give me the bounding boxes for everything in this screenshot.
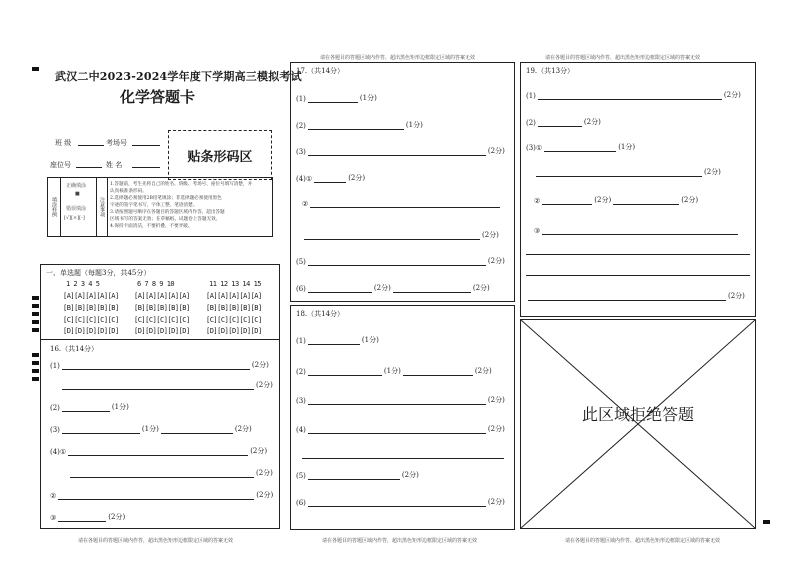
- mc-row-b[interactable]: [B][B][B][B][B]: [134, 304, 190, 312]
- q19-p3c-score2: (2分): [681, 196, 699, 204]
- alignment-marker: [763, 520, 770, 524]
- q16-p4b-answer[interactable]: [70, 471, 254, 478]
- alignment-marker: [32, 296, 39, 300]
- q18-p5-answer[interactable]: [308, 473, 400, 480]
- q19-p3c-score1: (2分): [594, 196, 612, 204]
- q16-title: 16.（共14分）: [50, 345, 99, 353]
- notice-item: 1.答题前，考生先将自己的姓名、班级、考场号、座位号填写清楚，并: [110, 182, 253, 187]
- q17-part4: [296, 173, 365, 183]
- q19-line[interactable]: [526, 254, 750, 255]
- q18-extra-line[interactable]: [302, 458, 504, 459]
- q17-part2: [296, 120, 423, 130]
- q19-part3d: [534, 227, 740, 235]
- q18-part3: [296, 395, 505, 405]
- q16-p5-label: ③: [50, 514, 57, 522]
- q19-p3-label: (3)①: [526, 144, 543, 152]
- mc-numbers-2: 6 7 8 9 10: [137, 280, 175, 288]
- alignment-marker: [32, 304, 39, 308]
- notice-item: 3.请按照题号顺序在各题目的答题区域内作答，超出答题: [110, 210, 225, 215]
- exam-room-field[interactable]: [132, 144, 160, 146]
- mc-row-d[interactable]: [D][D][D][D][D]: [206, 327, 262, 335]
- mc-row-c[interactable]: [C][C][C][C][C]: [134, 316, 190, 324]
- notice-item: 区域书写的答案无效；在草稿纸、试题卷上答题无效。: [110, 217, 221, 222]
- q19-p3c-label: ②: [534, 197, 541, 205]
- q19-p3c-answer2[interactable]: [613, 198, 679, 205]
- q19-end-score: (2分): [728, 292, 745, 300]
- notice-item: 认真核准条形码。: [110, 189, 147, 194]
- q16-p4b-score: (2分): [256, 469, 273, 477]
- q17-p6-score1: (2分): [373, 284, 391, 292]
- q19-p2-label: (2): [526, 119, 536, 127]
- q18-p2-answer1[interactable]: [308, 369, 382, 376]
- q19-p3b-score: (2分): [704, 168, 721, 176]
- refusal-area: [520, 319, 756, 529]
- q18-p5-score: (2分): [401, 471, 419, 479]
- q17-p6-answer2[interactable]: [393, 286, 471, 293]
- notice-item: 2.选择题必须使用2B铅笔填涂；非选择题必须使用黑色: [110, 196, 222, 201]
- q16-part1: [50, 360, 269, 370]
- q19-p2-score: (2分): [583, 118, 601, 126]
- top-note-right: 请在各题目的答题区域内作答，超出黑色矩形边框限定区域的答案无效: [545, 55, 701, 61]
- q17-part5: [296, 256, 505, 266]
- q17-p4-label: (4)①: [296, 175, 313, 183]
- alignment-marker: [32, 369, 39, 373]
- q18-part5: [296, 470, 419, 480]
- sample-label: 填涂样例: [48, 178, 61, 236]
- correct-fill-label: 正确填涂: [66, 183, 87, 189]
- q18-part6: [296, 497, 505, 507]
- q19-p3d-label: ③: [534, 227, 541, 235]
- section1-title: 一、单选题（每题3分，共45分）: [46, 269, 151, 277]
- notice-item: 字迹的签字笔书写，字体工整、笔迹清楚。: [110, 203, 198, 208]
- q17-p5-label: (5): [296, 258, 306, 266]
- q16-p3-score1: (1分): [141, 425, 159, 433]
- q17-p2-answer[interactable]: [308, 123, 404, 130]
- q19-part2: [526, 117, 601, 127]
- mc-row-a[interactable]: [A][A][A][A][A]: [134, 292, 190, 300]
- q16-p4c-label: ②: [50, 492, 57, 500]
- q18-p1-answer[interactable]: [308, 338, 360, 345]
- notice-items: [110, 181, 252, 230]
- q19-part1: [526, 90, 741, 100]
- q16-part2: [50, 402, 129, 412]
- q16-p1b-answer[interactable]: [62, 383, 254, 390]
- q16-p4-answer[interactable]: [68, 449, 248, 456]
- q17-p6-label: (6): [296, 285, 306, 293]
- q19-part-end: [526, 291, 745, 301]
- q19-part3c: [534, 195, 698, 205]
- q17-p1-score: (1分): [359, 94, 377, 102]
- alignment-marker: [32, 312, 39, 316]
- q17-p5-score: (2分): [487, 257, 505, 265]
- q17-part4c: [302, 230, 499, 240]
- q19-p3-score: (1分): [618, 143, 636, 151]
- q18-p2-answer2[interactable]: [403, 369, 473, 376]
- class-label: 班 级: [55, 139, 72, 147]
- mc-row-d[interactable]: [D][D][D][D][D]: [134, 327, 190, 335]
- mc-numbers-3: 11 12 13 14 15: [209, 280, 262, 288]
- seat-label: 座位号: [50, 161, 71, 169]
- alignment-marker: [32, 361, 39, 365]
- q19-box: [520, 62, 756, 317]
- mc-row-a[interactable]: [A][A][A][A][A]: [206, 292, 262, 300]
- section-divider: [40, 339, 280, 340]
- q18-part1: [296, 335, 379, 345]
- exam-title: 武汉二中2023-2024学年度下学期高三模拟考试: [55, 70, 302, 83]
- seat-field[interactable]: [76, 166, 102, 168]
- q18-p6-answer[interactable]: [308, 500, 486, 507]
- q16-p3-score2: (2分): [234, 425, 252, 433]
- q16-p1-score: (2分): [251, 361, 269, 369]
- q17-p3-label: (3): [296, 148, 306, 156]
- alignment-marker: [32, 67, 39, 71]
- q17-p6-answer1[interactable]: [308, 286, 372, 293]
- correct-fill-mark: ■: [75, 191, 80, 197]
- q16-p2-answer[interactable]: [62, 405, 110, 412]
- q17-p4b-score: (2分): [482, 231, 499, 239]
- alignment-marker: [32, 328, 39, 332]
- q16-p4-score: (2分): [250, 447, 268, 455]
- wrong-fill-label: 错误填涂: [66, 206, 87, 212]
- q16-part3: [50, 424, 252, 434]
- q18-p2-score2: (2分): [474, 367, 492, 375]
- q16-part4: [50, 446, 267, 456]
- q17-p2-label: (2): [296, 122, 306, 130]
- q18-p1-label: (1): [296, 337, 306, 345]
- notice-item: 4.保持卡面清洁，不要折叠、不要弄破。: [110, 224, 193, 229]
- mc-row-b[interactable]: [B][B][B][B][B]: [63, 304, 119, 312]
- q19-p1-score: (2分): [723, 91, 741, 99]
- q16-p2-label: (2): [50, 404, 60, 412]
- q16-p1-label: (1): [50, 362, 60, 370]
- mc-numbers-1: 1 2 3 4 5: [66, 280, 100, 288]
- q16-p3-label: (3): [50, 426, 60, 434]
- q17-p4c-answer[interactable]: [304, 233, 480, 240]
- q16-p5-score: (2分): [108, 513, 126, 521]
- q18-p4-score: (2分): [487, 425, 505, 433]
- q18-part2: [296, 366, 492, 376]
- q17-p6-score2: (2分): [472, 284, 490, 292]
- q16-p4c-score: (2分): [256, 491, 274, 499]
- q18-p4-answer[interactable]: [308, 427, 486, 434]
- q16-p4-label: (4)①: [50, 448, 67, 456]
- card-title: 化学答题卡: [120, 88, 196, 106]
- q17-p4-score: (2分): [348, 174, 366, 182]
- q17-part6: [296, 283, 490, 293]
- q19-p1-label: (1): [526, 92, 536, 100]
- q17-p4b-answer[interactable]: [310, 201, 500, 208]
- q19-title: 19.（共13分）: [526, 67, 575, 75]
- q17-part4b: [302, 200, 502, 208]
- q16-p3-answer1[interactable]: [62, 427, 140, 434]
- wrong-fill-marks: [√][×][-]: [64, 215, 85, 221]
- bottom-note-left: 请在各题目的答题区域内作答，超出黑色矩形边框限定区域的答案无效: [78, 538, 234, 544]
- mc-row-a[interactable]: [A][A][A][A][A]: [63, 292, 119, 300]
- q16-part4c: [50, 490, 273, 500]
- q19-p3d-answer[interactable]: [542, 228, 738, 235]
- q16-p2-score: (1分): [111, 403, 129, 411]
- q19-p2-answer[interactable]: [538, 120, 582, 127]
- bottom-note-middle: 请在各题目的答题区域内作答，超出黑色矩形边框限定区域的答案无效: [322, 538, 478, 544]
- q18-part4: [296, 424, 505, 434]
- q18-p3-label: (3): [296, 397, 306, 405]
- q19-p3-answer[interactable]: [544, 145, 616, 152]
- q17-p1-label: (1): [296, 95, 306, 103]
- q18-p6-score: (2分): [487, 498, 505, 506]
- q17-part1: [296, 93, 377, 103]
- q18-p2-score1: (1分): [383, 367, 401, 375]
- q16-part5: [50, 512, 125, 522]
- q18-title: 18.（共14分）: [296, 310, 345, 318]
- q17-p1-answer[interactable]: [308, 96, 358, 103]
- exam-room-label: 考场号: [106, 139, 127, 147]
- q18-p6-label: (6): [296, 499, 306, 507]
- q16-p1b-score: (2分): [256, 381, 273, 389]
- q16-part4b: [68, 468, 273, 478]
- q18-p4-label: (4): [296, 426, 306, 434]
- q17-part3: [296, 146, 505, 156]
- alignment-marker: [32, 320, 39, 324]
- q19-line[interactable]: [526, 275, 750, 276]
- q17-p3-answer[interactable]: [308, 149, 486, 156]
- q17-p4b-label: ②: [302, 200, 309, 208]
- notice-side-label: 注意事项: [96, 178, 108, 236]
- q18-p2-label: (2): [296, 368, 306, 376]
- mc-row-c[interactable]: [C][C][C][C][C]: [63, 316, 119, 324]
- notice-box: [47, 177, 273, 237]
- q16-p4c-answer[interactable]: [58, 493, 254, 500]
- mc-row-c[interactable]: [C][C][C][C][C]: [206, 316, 262, 324]
- alignment-marker: [32, 377, 39, 381]
- top-note-middle: 请在各题目的答题区域内作答，超出黑色矩形边框限定区域的答案无效: [320, 55, 476, 61]
- q19-p3c-answer1[interactable]: [542, 198, 592, 205]
- barcode-area: [168, 130, 272, 180]
- q17-title: 17.（共14分）: [296, 67, 345, 75]
- q19-end-answer[interactable]: [528, 294, 726, 301]
- name-field[interactable]: [132, 166, 160, 168]
- name-label: 姓 名: [106, 161, 123, 169]
- q18-p3-answer[interactable]: [308, 398, 486, 405]
- q19-p3b-answer[interactable]: [536, 170, 702, 177]
- bottom-note-right: 请在各题目的答题区域内作答，超出黑色矩形边框限定区域的答案无效: [565, 538, 721, 544]
- q16-p5-answer[interactable]: [58, 515, 106, 522]
- q18-p1-score: (1分): [361, 336, 379, 344]
- q17-p2-score: (1分): [405, 121, 423, 129]
- q16-p1-answer[interactable]: [62, 363, 250, 370]
- q18-p5-label: (5): [296, 472, 306, 480]
- class-field[interactable]: [78, 144, 104, 146]
- q19-part3b: [534, 167, 721, 177]
- q19-p1-answer[interactable]: [538, 93, 722, 100]
- q17-p5-answer[interactable]: [308, 259, 486, 266]
- q17-p4-answer[interactable]: [314, 176, 346, 183]
- q16-p3-answer2[interactable]: [161, 427, 233, 434]
- refusal-text: 此区域拒绝答题: [581, 405, 694, 424]
- mc-row-d[interactable]: [D][D][D][D][D]: [63, 327, 119, 335]
- q16-part1b: [60, 380, 273, 390]
- mc-row-b[interactable]: [B][B][B][B][B]: [206, 304, 262, 312]
- q19-part3: [526, 142, 635, 152]
- q18-p3-score: (2分): [487, 396, 505, 404]
- alignment-marker: [32, 353, 39, 357]
- q17-p3-score: (2分): [487, 147, 505, 155]
- barcode-label: 贴条形码区: [187, 150, 253, 165]
